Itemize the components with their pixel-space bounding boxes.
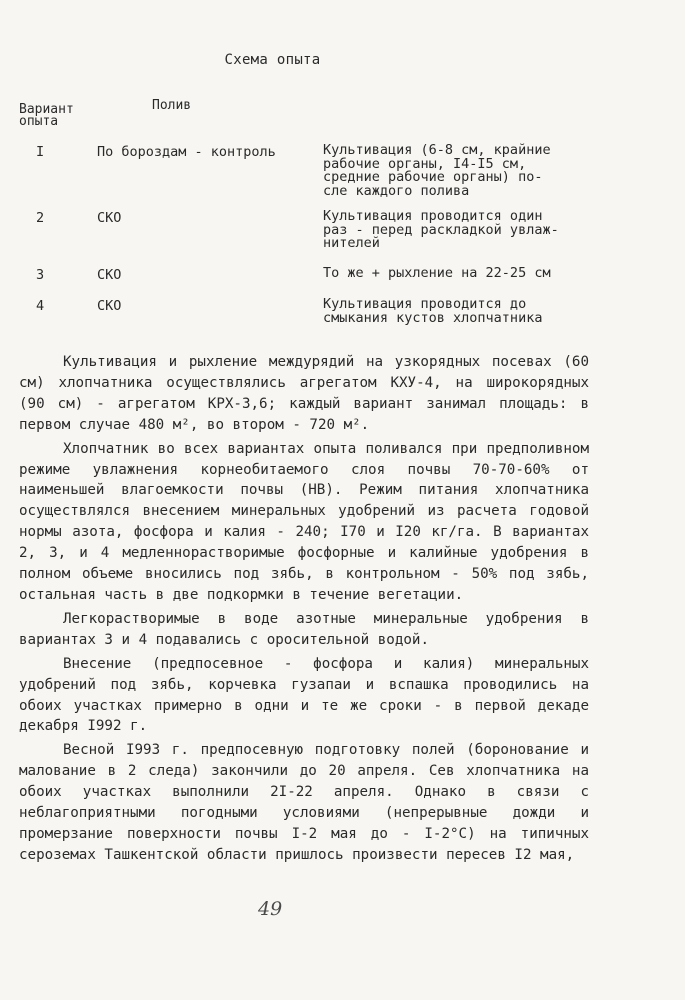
irrigation-method: СКО	[97, 298, 122, 314]
paragraph: Хлопчатник во всех вариантах опыта поливался при предполивном режиме увлажнения корнеобитаемого слоя почвы 70-70-60% от наименьшей влагоемкости почвы (НВ). Режим питания хлопчатника осуществлялся внесением минеральных удобрений из расчета годовой нормы азота, фосфора и калия - 240; I70 и I20 кг/га. В вариантах 2, 3, и 4 медленнорастворимые фосфорные и калийные удобрения в полном объеме вносились под зябь, в контрольном - 50% под зябь, остальная часть в две подкормки в течение вегетации.	[19, 440, 589, 603]
page-number: 49	[258, 898, 283, 920]
table-header-variant-line2: опыта	[19, 114, 59, 129]
paragraph: Легкорастворимые в воде азотные минеральные удобрения в вариантах 3 и 4 подавались с оросительной водой.	[19, 610, 589, 648]
cultivation-description: Культивация проводится до смыкания кустов хлопчатника	[323, 296, 543, 326]
page-title: Схема опыта	[224, 52, 321, 68]
irrigation-method: СКО	[97, 210, 122, 226]
variant-number: 3	[36, 267, 45, 283]
cultivation-description: То же + рыхление на 22-25 см	[323, 265, 551, 281]
cultivation-description: Культивация проводится один раз - перед раскладкой увлаж- нителей	[323, 208, 559, 251]
table-header-irrigation: Полив	[152, 98, 192, 113]
variant-number: 2	[36, 210, 45, 226]
body-text	[19, 352, 589, 866]
paragraph: Весной I993 г. предпосевную подготовку полей (боронование и малование в 2 следа) закончили до 20 апреля. Сев хлопчатника на обоих участках выполнили 2I-22 апреля. Однако в связи с неблагоприятными погодными условиями (непрерывные дожди и промерзание поверхности почвы I-2 мая до - I-2°С) на типичных сероземах Ташкентской области пришлось произвести пересев I2 мая,	[19, 742, 589, 863]
table-header-variant	[19, 104, 74, 128]
irrigation-method: По бороздам - контроль	[97, 144, 276, 160]
paragraph: Внесение (предпосевное - фосфора и калия) минеральных удобрений под зябь, корчевка гузапаи и вспашка проводились на обоих участках примерно в одни и те же сроки - в первой декаде декабря I992 г.	[19, 655, 589, 735]
irrigation-method: СКО	[97, 267, 122, 283]
variant-number: I	[36, 144, 45, 160]
table-header-variant-line1: Вариант	[19, 102, 74, 117]
cultivation-description: Культивация (6-8 см, крайние рабочие органы, I4-I5 см, средние рабочие органы) по- сле каждого полива	[323, 142, 551, 199]
paragraph: Культивация и рыхление междурядий на узкорядных посевах (60 см) хлопчатника осуществлялись агрегатом КХУ-4, на широкорядных (90 см) - агрегатом КРХ-3,6; каждый вариант занимал площадь: в первом случае 480 м², во втором - 720 м².	[19, 354, 589, 433]
variant-number: 4	[36, 298, 45, 314]
